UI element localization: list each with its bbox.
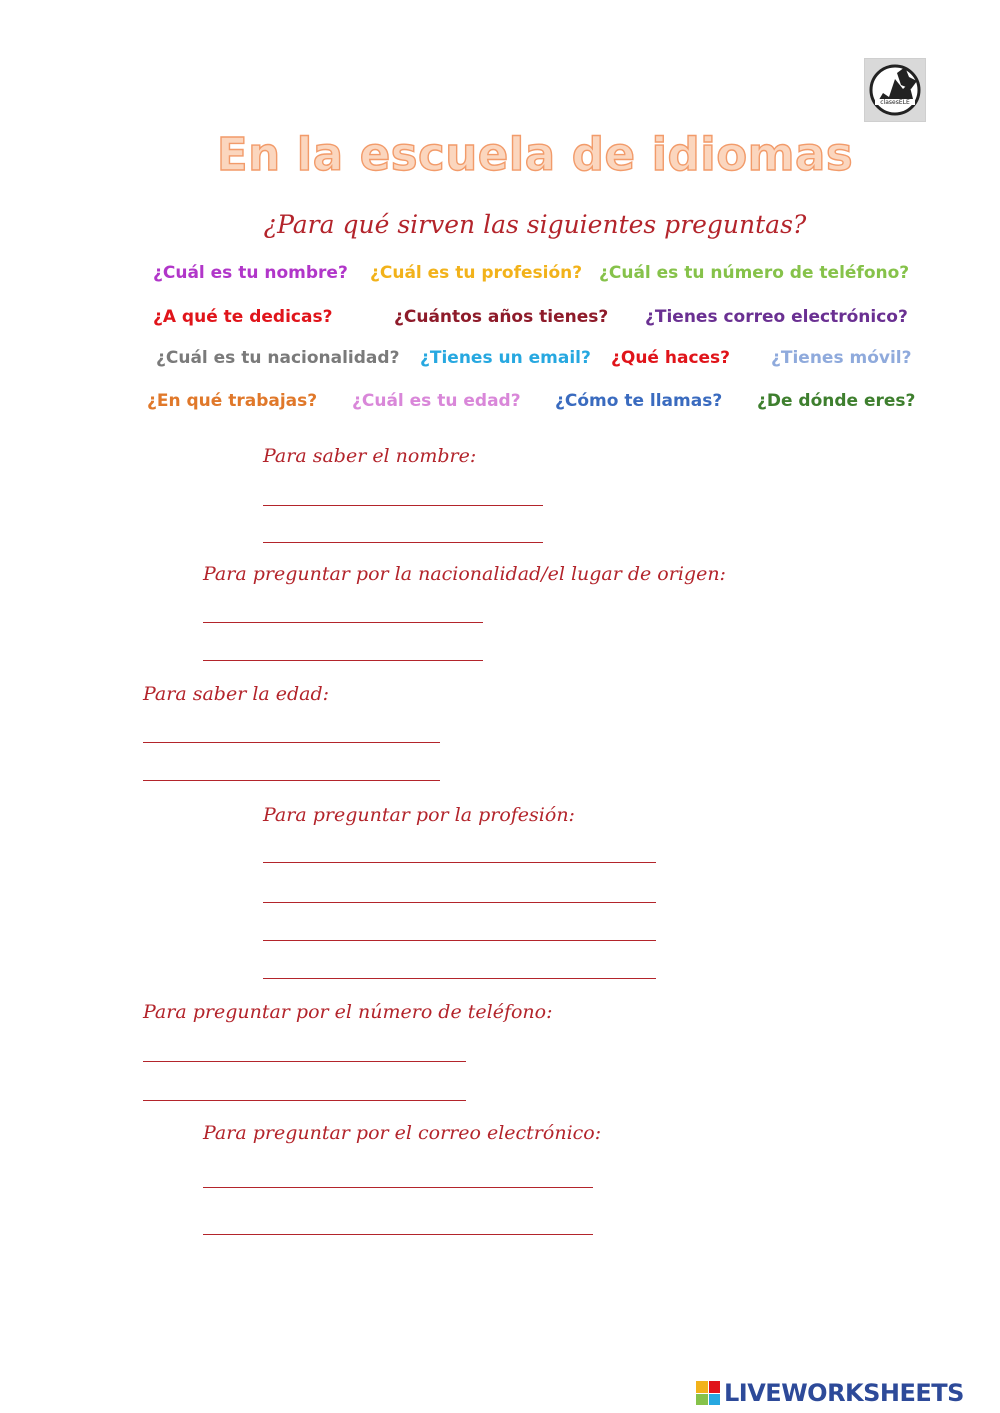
answer-drop-field[interactable] xyxy=(143,1061,466,1062)
answer-drop-field[interactable] xyxy=(143,1100,466,1101)
liveworksheets-logo-icon xyxy=(696,1381,720,1405)
answer-drop-field[interactable] xyxy=(203,660,483,661)
page-title: En la escuela de idiomas xyxy=(216,128,854,181)
question-chip[interactable]: ¿De dónde eres? xyxy=(757,391,916,411)
question-chip[interactable]: ¿A qué te dedicas? xyxy=(153,307,333,327)
answer-drop-field[interactable] xyxy=(203,622,483,623)
answer-drop-field[interactable] xyxy=(143,780,440,781)
liveworksheets-wordmark: LIVEWORKSHEETS xyxy=(724,1379,964,1407)
wolf-logo-icon xyxy=(865,59,925,121)
question-chip[interactable]: ¿Cuántos años tienes? xyxy=(394,307,609,327)
answer-drop-field[interactable] xyxy=(263,902,656,903)
question-chip[interactable]: ¿Cómo te llamas? xyxy=(555,391,723,411)
question-chip[interactable]: ¿Tienes móvil? xyxy=(771,348,912,368)
question-chip[interactable]: ¿Cuál es tu profesión? xyxy=(370,263,583,283)
svg-text:clasesELE: clasesELE xyxy=(880,99,910,106)
answer-drop-field[interactable] xyxy=(263,978,656,979)
question-chip[interactable]: ¿Qué haces? xyxy=(611,348,731,368)
liveworksheets-brand xyxy=(696,1378,996,1408)
answer-drop-field[interactable] xyxy=(263,862,656,863)
answer-drop-field[interactable] xyxy=(203,1234,593,1235)
question-chip[interactable]: ¿Cuál es tu edad? xyxy=(352,391,521,411)
question-chip[interactable]: ¿Tienes correo electrónico? xyxy=(645,307,908,327)
question-chip[interactable]: ¿Cuál es tu nacionalidad? xyxy=(156,348,400,368)
answer-drop-field[interactable] xyxy=(203,1187,593,1188)
section-label-nacionalidad: Para preguntar por la nacionalidad/el lugar de origen: xyxy=(203,563,726,585)
section-label-edad: Para saber la edad: xyxy=(143,683,330,705)
question-chip[interactable]: ¿Tienes un email? xyxy=(420,348,591,368)
answer-drop-field[interactable] xyxy=(263,940,656,941)
answer-drop-field[interactable] xyxy=(263,542,543,543)
section-label-telefono: Para preguntar por el número de teléfono: xyxy=(143,1001,553,1023)
question-chip[interactable]: ¿En qué trabajas? xyxy=(147,391,318,411)
question-chip[interactable]: ¿Cuál es tu nombre? xyxy=(153,263,348,283)
question-chip[interactable]: ¿Cuál es tu número de teléfono? xyxy=(599,263,910,283)
answer-drop-field[interactable] xyxy=(143,742,440,743)
section-label-correo: Para preguntar por el correo electrónico: xyxy=(203,1122,602,1144)
answer-drop-field[interactable] xyxy=(263,505,543,506)
section-label-profesion: Para preguntar por la profesión: xyxy=(263,804,575,826)
section-label-nombre: Para saber el nombre: xyxy=(263,445,477,467)
page-subtitle: ¿Para qué sirven las siguientes preguntas? xyxy=(263,210,807,239)
school-logo xyxy=(864,58,926,122)
